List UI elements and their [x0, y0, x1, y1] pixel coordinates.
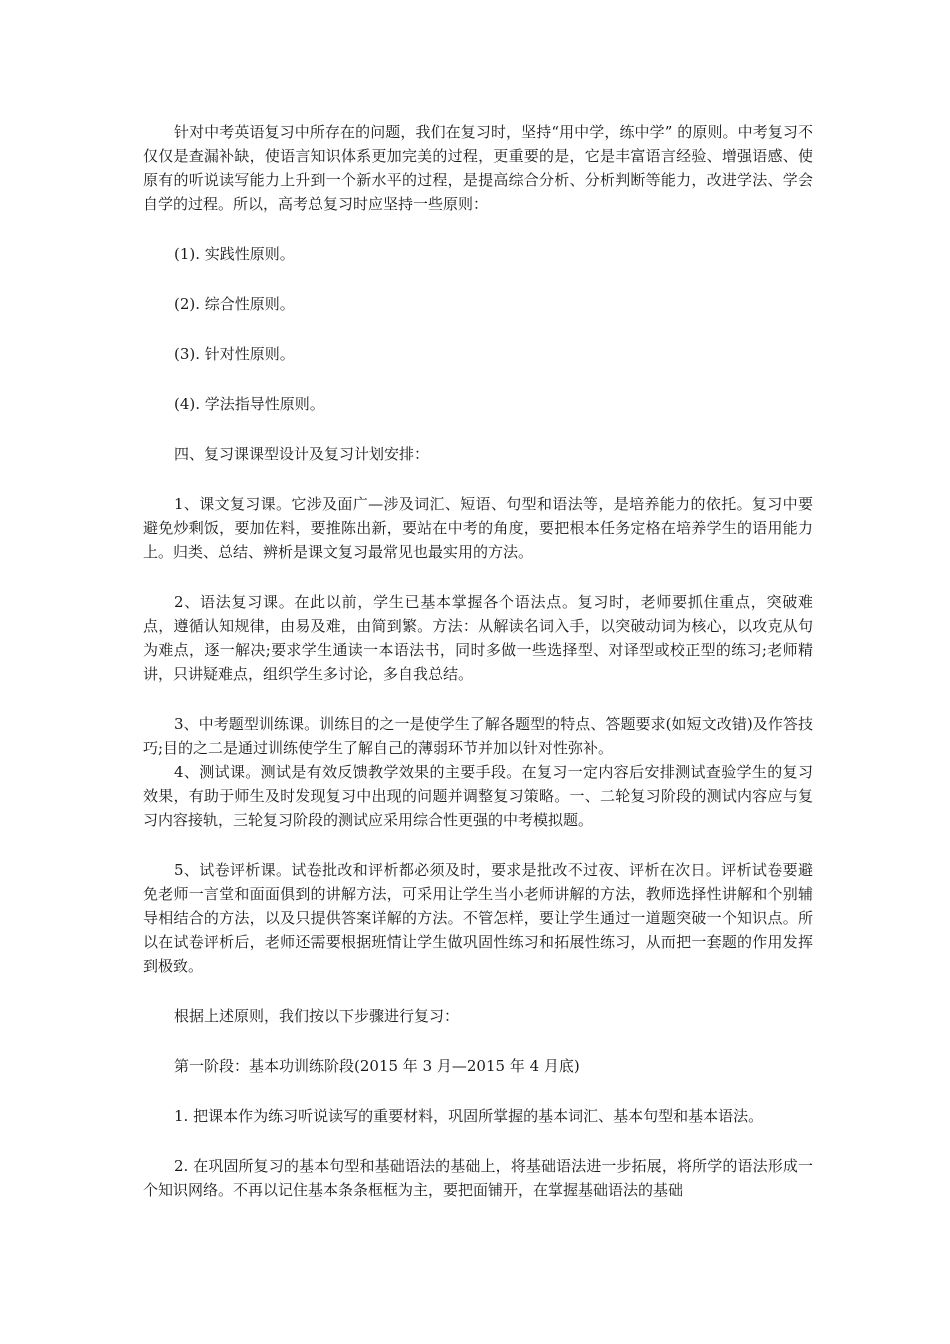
- document-body: [143, 120, 813, 1202]
- paragraph-paper-analysis: 5、试卷评析课。试卷批改和评析都必须及时，要求是批改不过夜、评析在次日。评析试卷要避免老师一言堂和面面俱到的讲解方法，可采用让学生当小老师讲解的方法，教师选择性讲解和个别辅导相结合的方法，以及只提供答案详解的方法。不管怎样，要让学生通过一道题突破一个知识点。所以在试卷评析后，老师还需要根据班情让学生做巩固性练习和拓展性练习，从而把一套题的作用发挥到极致。: [143, 861, 813, 975]
- paragraph-intro: 针对中考英语复习中所存在的问题，我们在复习时，坚持“用中学，练中学” 的原则。中考复习不仅仅是查漏补缺，使语言知识体系更加完美的过程，更重要的是，它是丰富语言经验、增强语感、使原有的听说读写能力上升到一个新水平的过程，是提高综合分析、分析判断等能力，改进学法、学会自学的过程。所以，高考总复习时应坚持一些原则：: [143, 123, 813, 213]
- list-item-principle-4: (4). 学法指导性原则。: [174, 395, 325, 413]
- list-item-principle-2: (2). 综合性原则。: [174, 295, 295, 313]
- list-item-stage-one-1: 1. 把课本作为练习听说读写的重要材料，巩固所掌握的基本词汇、基本句型和基本语法。: [174, 1107, 764, 1125]
- paragraph-testing: 4、测试课。测试是有效反馈教学效果的主要手段。在复习一定内容后安排测试查验学生的复习效果，有助于师生及时发现复习中出现的问题并调整复习策略。一、二轮复习阶段的测试内容应与复习内容接轨，三轮复习阶段的测试应采用综合性更强的中考模拟题。: [143, 763, 813, 829]
- list-item-principle-3: (3). 针对性原则。: [174, 345, 295, 363]
- paragraph-steps-intro: 根据上述原则，我们按以下步骤进行复习：: [174, 1007, 460, 1025]
- paragraph-exam-training: 3、中考题型训练课。训练目的之一是使学生了解各题型的特点、答题要求(如短文改错)及作答技巧;目的之二是通过训练使学生了解自己的薄弱环节并加以针对性弥补。: [143, 715, 813, 757]
- list-item-stage-one-2: 2. 在巩固所复习的基本句型和基础语法的基础上，将基础语法进一步拓展，将所学的语法形成一个知识网络。不再以记住基本条条框框为主，要把面铺开，在掌握基础语法的基础: [143, 1157, 813, 1199]
- list-item-principle-1: (1). 实践性原则。: [174, 245, 295, 263]
- paragraph-text-review: 1、课文复习课。它涉及面广—涉及词汇、短语、句型和语法等，是培养能力的依托。复习中要避免炒剩饭，要加佐料，要推陈出新，要站在中考的角度，要把根本任务定格在培养学生的语用能力上。归类、总结、辨析是课文复习最常见也最实用的方法。: [143, 495, 813, 561]
- paragraph-stage-one: 第一阶段：基本功训练阶段(2015 年 3 月—2015 年 4 月底): [174, 1057, 580, 1075]
- paragraph-grammar-review: 2、语法复习课。在此以前，学生已基本掌握各个语法点。复习时，老师要抓住重点，突破难点，遵循认知规律，由易及难，由简到繁。方法：从解读名词入手，以突破动词为核心，以攻克从句为难点，逐一解决;要求学生通读一本语法书，同时多做一些选择型、对译型或校正型的练习;老师精讲，只讲疑难点，组织学生多讨论，多自我总结。: [143, 593, 813, 683]
- section-heading-4: 四、复习课课型设计及复习计划安排：: [174, 445, 430, 463]
